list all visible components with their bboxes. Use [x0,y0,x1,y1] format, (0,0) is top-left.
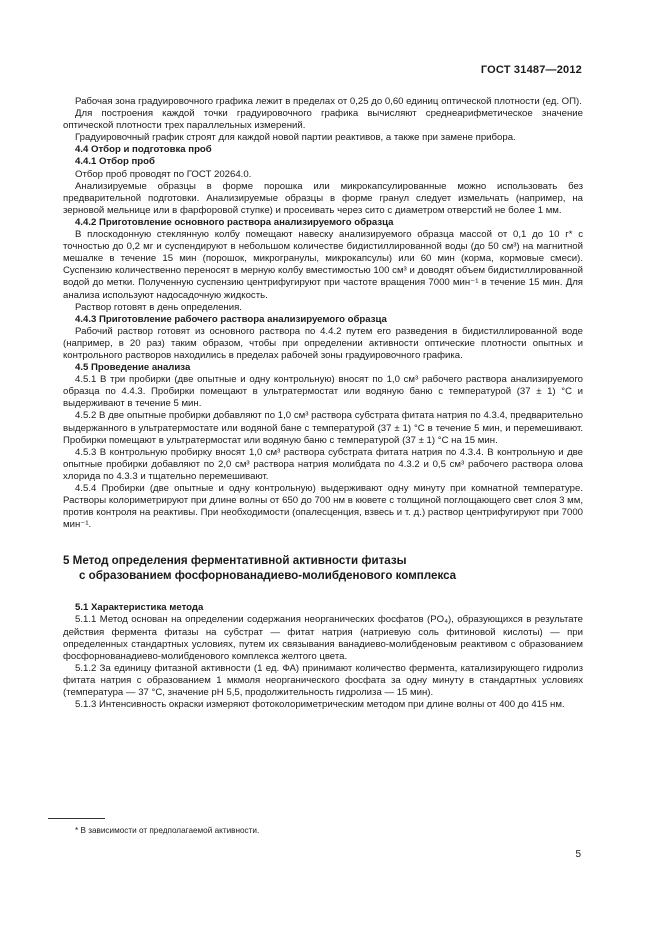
footnote: * В зависимости от предполагаемой активности. [75,826,260,835]
footnote-divider [48,818,105,819]
subsection-heading-4-4-3: 4.4.3 Приготовление рабочего раствора анализируемого образца [75,313,387,325]
paragraph: 4.5.3 В контрольную пробирку вносят 1,0 см³ раствора субстрата фитата натрия по 4.3.4. В контрольную и две опытные пробирки добавляют по 2,0 см³ раствора натрия молибдата по 4.3.2 и 0,5 см³ рабочего раствора олова хлорида по 4.3.3 и тщательно перемешивают. [63,446,583,482]
subsection-heading-4-4-1: 4.4.1 Отбор проб [75,156,155,168]
paragraph: 5.1.2 За единицу фитазной активности (1 ед. ФА) принимают количество фермента, катализирующего гидролиз фитата натрия с образованием 1 мкмоля неорганического фосфата за одну минуту в стандартных условиях (температура — 37 °С, значение рН 5,5, продолжительность гидролиза — 15 мин). [63,662,583,699]
paragraph: 4.5.1 В три пробирки (две опытные и одну контрольную) вносят по 1,0 см³ рабочего раствора анализируемого образца по 4.4.3. Пробирки помещают в ультратермостат или водяную баню с температурой (37 ± 1) °С и выдерживают в течение 5 мин. [63,374,583,410]
paragraph: Раствор готовят в день определения. [75,301,242,313]
paragraph: Для построения каждой точки градуировочного графика вычисляют среднеарифметическое значение оптической плотности трех параллельных измерений. [63,108,583,132]
paragraph: 4.5.2 В две опытные пробирки добавляют по 1,0 см³ раствора субстрата фитата натрия по 4.3.4, предварительно выдержанного в ультратермостате или водяной бане с температурой (37 ± 1) °С в течение 5 мин, и перемешивают. Пробирки помещают в ультратермостат или водяную баню с температурой (37 ± 1) °С на 15 мин. [63,410,583,446]
chapter-heading-line-2: с образованием фосфорнованадиево-молибденового комплекса [79,569,457,583]
paragraph: Рабочий раствор готовят из основного раствора по 4.4.2 путем его разведения в бидистиллированной воде (например, в 20 раз) таким образом, чтобы при определении активности оптические плотности опытных и контрольного растворов находились в пределах рабочей зоны градуировочного графика. [63,325,583,361]
document-standard-id: ГОСТ 31487—2012 [480,64,582,76]
section-heading-4-5: 4.5 Проведение анализа [75,362,191,374]
paragraph: 4.5.4 Пробирки (две опытные и одну контрольную) выдерживают одну минуту при комнатной температуре. Растворы колориметрируют при длине волны от 650 до 700 нм в кювете с толщиной поглощающего свет слоя 3 мм, против контроля на реактивы. При необходимости (опалесценция, взвесь и т. д.) раствор центрифугируют при 7000 мин⁻¹. [63,483,583,531]
paragraph: Градуировочный график строят для каждой новой партии реактивов, а также при замене прибора. [75,132,516,144]
paragraph: Отбор проб проводят по ГОСТ 20264.0. [75,168,252,180]
paragraph: Анализируемые образцы в форме порошка или микрокапсулированные можно использовать без предварительной подготовки. Анализируемые образцы в форме гранул следует измельчать (например, на зерновой мельнице или в фарфоровой ступке) и просеивать через сито с диаметром отверстий не более 1 мм. [63,180,583,216]
paragraph: Рабочая зона градуировочного графика лежит в пределах от 0,25 до 0,60 единиц оптической плотности (ед. ОП). [75,96,582,107]
page-number: 5 [575,849,581,860]
section-heading-5-1: 5.1 Характеристика метода [75,602,204,614]
paragraph: В плоскодонную стеклянную колбу помещают навеску анализируемого образца массой от 0,1 до 10 г* с точностью до 0,2 мг и суспендируют в небольшом количестве бидистиллированной воды (до 50 см³) на магнитной мешалке в течение 15 мин (порошок, микрогранулы, микрокапсулы) или 60 мин (корма, кормовые смеси). Суспензию количественно переносят в мерную колбу вместимостью 100 см³ и доводят объем бидистиллированной водой до метки. Полученную суспензию центрифугируют при частоте вращения 7000 мин⁻¹ в течение 15 мин. Для анализа используют надосадочную жидкость. [63,229,583,301]
page-body [63,96,583,711]
chapter-heading-5 [63,553,583,583]
chapter-heading-line-1: 5 Метод определения ферментативной активности фитазы [63,554,407,568]
subsection-heading-4-4-2: 4.4.2 Приготовление основного раствора анализируемого образца [75,216,394,228]
section-heading-4-4: 4.4 Отбор и подготовка проб [75,144,212,156]
paragraph: 5.1.1 Метод основан на определении содержания неорганических фосфатов (PO₄), образующихся в результате действия фермента фитазы на субстрат — фитат натрия (натриевую соль фитиновой кислоты) — при определенных стандартных условиях, путем их связывания ванадиево-молибденовым реактивом с образованием фосфорнованадиево-молибденового комплекса желтого цвета. [63,614,583,662]
paragraph: 5.1.3 Интенсивность окраски измеряют фотоколориметрическим методом при длине волны от 400 до 415 нм. [75,699,565,711]
